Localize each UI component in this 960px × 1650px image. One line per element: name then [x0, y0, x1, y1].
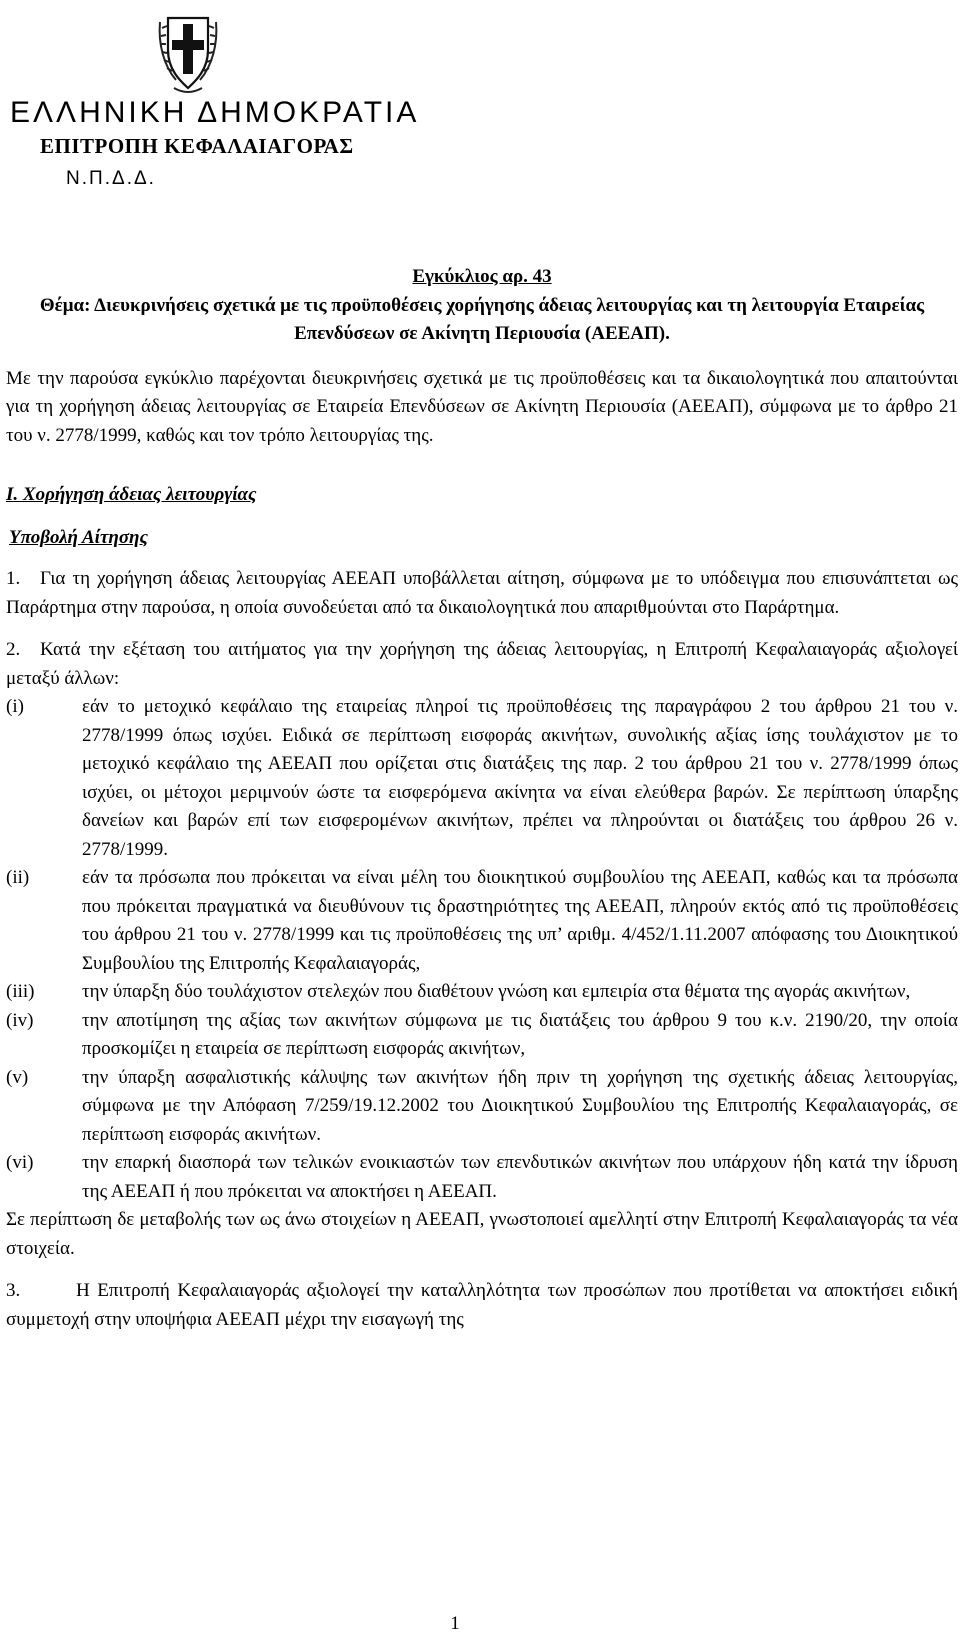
list-item	[6, 693, 958, 864]
list-item-text: εάν το μετοχικό κεφάλαιο της εταιρείας πληροί τις προϋποθέσεις της παραγράφου 2 του άρθρου 21 του ν. 2778/1999 όπως ισχύει. Ειδικά σε περίπτωση εισφοράς ακινήτων, συνολικής αξίας ίσης τουλάχιστον με το μετοχικό κεφάλαιο της ΑΕΕΑΠ που ορίζεται στις διατάξεις της παρ. 2 του άρθρου 21 του ν. 2778/1999 όπως ισχύει, οι μέτοχοι μεριμνούν ώστε τα εισφερόμενα ακίνητα να είναι ελεύθερα βαρών. Σε περίπτωση ύπαρξης δανείων και βαρών επί των εισφερομένων ακινήτων, πρέπει να πληρούνται οι διατάξεις του άρθρου 26 ν. 2778/1999.	[82, 696, 958, 860]
paragraph-number: 2.	[6, 639, 21, 660]
list-item-text: την αποτίμηση της αξίας των ακινήτων σύμφωνα με τις διατάξεις του άρθρου 9 του κ.ν. 2190/20, την οποία προσκομίζει η εταιρεία σε περίπτωση εισφοράς ακινήτων,	[82, 1009, 958, 1059]
list-item-label: (iv)	[6, 1009, 34, 1031]
section-heading: Ι. Χορήγηση άδειας λειτουργίας	[6, 484, 257, 505]
paragraph-3	[6, 1277, 958, 1334]
paragraph-2	[6, 636, 958, 693]
paragraph-2-closing: Σε περίπτωση δε μεταβολής των ως άνω στοιχείων η ΑΕΕΑΠ, γνωστοποιεί αμελλητί στην Επιτροπή Κεφαλαιαγοράς τα νέα στοιχεία.	[6, 1209, 958, 1259]
greek-coat-of-arms-icon	[156, 14, 220, 96]
circular-subject: Θέμα: Διευκρινήσεις σχετικά με τις προϋποθέσεις χορήγησης άδειας λειτουργίας και τη λειτουργία Εταιρείας Επενδύσεων σε Ακίνητη Περιουσία (ΑΕΕΑΠ).	[39, 294, 925, 344]
issuer-country: ΕΛΛΗΝΙΚΗ ΔΗΜΟΚΡΑΤΙΑ	[10, 96, 420, 129]
issuer-committee: ΕΠΙΤΡΟΠΗ ΚΕΦΑΛΑΙΑΓΟΡΑΣ	[40, 134, 354, 158]
document-body	[6, 263, 958, 1334]
list-item-text: εάν τα πρόσωπα που πρόκειται να είναι μέλη του διοικητικού συμβουλίου της ΑΕΕΑΠ, καθώς και τα πρόσωπα που πρόκειται πραγματικά να διευθύνουν τις δραστηριότητες της ΑΕΕΑΠ, πληρούν εκτός από τις προϋποθέσεις του άρθρου 21 του ν. 2778/1999 και τις προϋποθέσεις της υπ’ αριθμ. 4/452/1.11.2007 απόφασης του Διοικητικού Συμβουλίου της Επιτροπής Κεφαλαιαγοράς,	[82, 867, 958, 974]
paragraph-number: 1.	[6, 568, 21, 589]
paragraph-1	[6, 565, 958, 622]
list-item-label: (v)	[6, 1066, 29, 1088]
list-item-label: (vi)	[6, 1152, 34, 1173]
subsection-heading: Υποβολή Αίτησης	[9, 526, 148, 548]
list-item	[6, 1007, 958, 1064]
paragraph-number: 3.	[6, 1280, 21, 1301]
list-item-text: την επαρκή διασπορά των τελικών ενοικιαστών των επενδυτικών ακινήτων που υπάρχουν ήδη κατά την ίδρυση της ΑΕΕΑΠ ή που πρόκειται να αποκτήσει η ΑΕΕΑΠ.	[82, 1152, 958, 1202]
list-item	[6, 1064, 958, 1150]
list-item	[6, 1149, 958, 1206]
list-item	[6, 978, 958, 1007]
list-item	[6, 864, 958, 978]
intro-paragraph: Με την παρούσα εγκύκλιο παρέχονται διευκρινήσεις σχετικά με τις προϋποθέσεις και τα δικαιολογητικά που απαιτούνται για τη χορήγηση άδειας λειτουργίας σε Εταιρεία Επενδύσεων σε Ακίνητη Περιουσία (ΑΕΕΑΠ), σύμφωνα με το άρθρο 21 του ν. 2778/1999, καθώς και τον τρόπο λειτουργίας της.	[6, 367, 958, 446]
document-title	[6, 263, 958, 349]
list-item-label: (iii)	[6, 981, 35, 1002]
circular-number: Εγκύκλιος αρ. 43	[412, 266, 552, 287]
paragraph-text: Για τη χορήγηση άδειας λειτουργίας ΑΕΕΑΠ υποβάλλεται αίτηση, σύμφωνα με το υπόδειγμα που επισυνάπτεται ως Παράρτημα στην παρούσα, η οποία συνοδεύεται από τα δικαιολογητικά που απαριθμούνται στο Παράρτημα.	[6, 568, 958, 618]
list-item-text: την ύπαρξη δύο τουλάχιστον στελεχών που διαθέτουν γνώση και εμπειρία στα θέματα της αγοράς ακινήτων,	[82, 981, 911, 1002]
issuer-legal-form: Ν.Π.Δ.Δ.	[66, 168, 156, 189]
paragraph-text: Η Επιτροπή Κεφαλαιαγοράς αξιολογεί την καταλληλότητα των προσώπων που προτίθεται να αποκτήσει ειδική συμμετοχή στην υποψήφια ΑΕΕΑΠ μέχρι την εισαγωγή της	[6, 1280, 958, 1330]
list-item-label: (ii)	[6, 867, 30, 888]
paragraph-text: Κατά την εξέταση του αιτήματος για την χορήγηση της άδειας λειτουργίας, η Επιτροπή Κεφαλαιαγοράς αξιολογεί μεταξύ άλλων:	[6, 639, 958, 689]
list-item-label: (i)	[6, 696, 24, 717]
list-item-text: την ύπαρξη ασφαλιστικής κάλυψης των ακινήτων ήδη πριν τη χορήγηση της σχετικής άδειας λειτουργίας, σύμφωνα με την Απόφαση 7/259/19.12.2002 του Διοικητικού Συμβουλίου της Επιτροπής Κεφαλαιαγοράς, σε περίπτωση εισφοράς ακινήτων.	[82, 1066, 958, 1145]
page-number: 1	[450, 1613, 460, 1634]
